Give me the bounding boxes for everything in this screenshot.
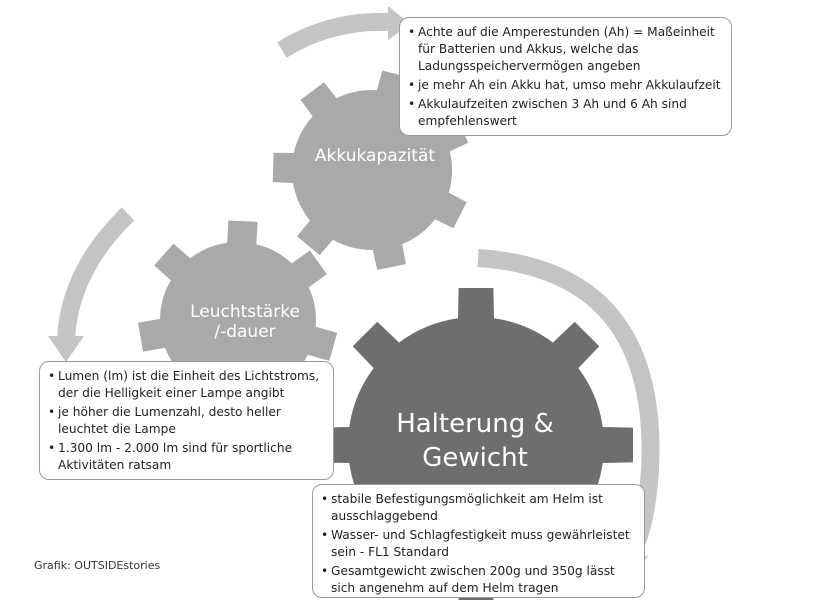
image-credit: Grafik: OUTSIDEstories [34, 559, 161, 572]
list-item: • 1.300 lm - 2.000 lm sind für sportliche Aktivitäten ratsam [48, 440, 325, 474]
list-item: • Lumen (lm) ist die Einheit des Lichtstroms, der die Helligkeit einer Lampe angibt [48, 368, 325, 402]
gear-label-halterung-line1: Halterung & [396, 409, 554, 439]
list-item: • je mehr Ah ein Akku hat, umso mehr Akkulaufzeit [408, 77, 723, 94]
arrow-to-leucht-box [48, 214, 128, 362]
gear-label-leucht [170, 302, 320, 343]
gear-label-akku-text: Akkukapazität [314, 146, 436, 166]
info-list-halterung [321, 491, 636, 597]
gear-label-leucht-line2: /-dauer [214, 322, 276, 343]
info-box-leucht [39, 361, 334, 480]
info-box-halterung [312, 484, 645, 598]
gear-label-halterung [375, 408, 575, 476]
info-list-akku [408, 24, 723, 130]
list-item: • Gesamtgewicht zwischen 200g und 350g lässt sich angenehm auf dem Helm tragen [321, 563, 636, 597]
list-item: • Achte auf die Amperestunden (Ah) = Maßeinheit für Batterien und Akkus, welche das Ladungsspeichervermögen angeben [408, 24, 723, 75]
list-item: • Akkulaufzeiten zwischen 3 Ah und 6 Ah sind empfehlenswert [408, 96, 723, 130]
list-item: • stabile Befestigungsmöglichkeit am Helm ist ausschlaggebend [321, 491, 636, 525]
list-item: • Wasser- und Schlagfestigkeit muss gewährleistet sein - FL1 Standard [321, 527, 636, 561]
list-item: • je höher die Lumenzahl, desto heller leuchtet die Lampe [48, 404, 325, 438]
gear-label-halterung-line2: Gewicht [422, 442, 528, 473]
gear-label-leucht-line1: Leuchtstärke [190, 302, 300, 322]
arrow-to-akku-box [282, 6, 410, 50]
info-box-akku [399, 17, 732, 136]
info-list-leucht [48, 368, 325, 474]
gear-label-akku [300, 146, 450, 166]
